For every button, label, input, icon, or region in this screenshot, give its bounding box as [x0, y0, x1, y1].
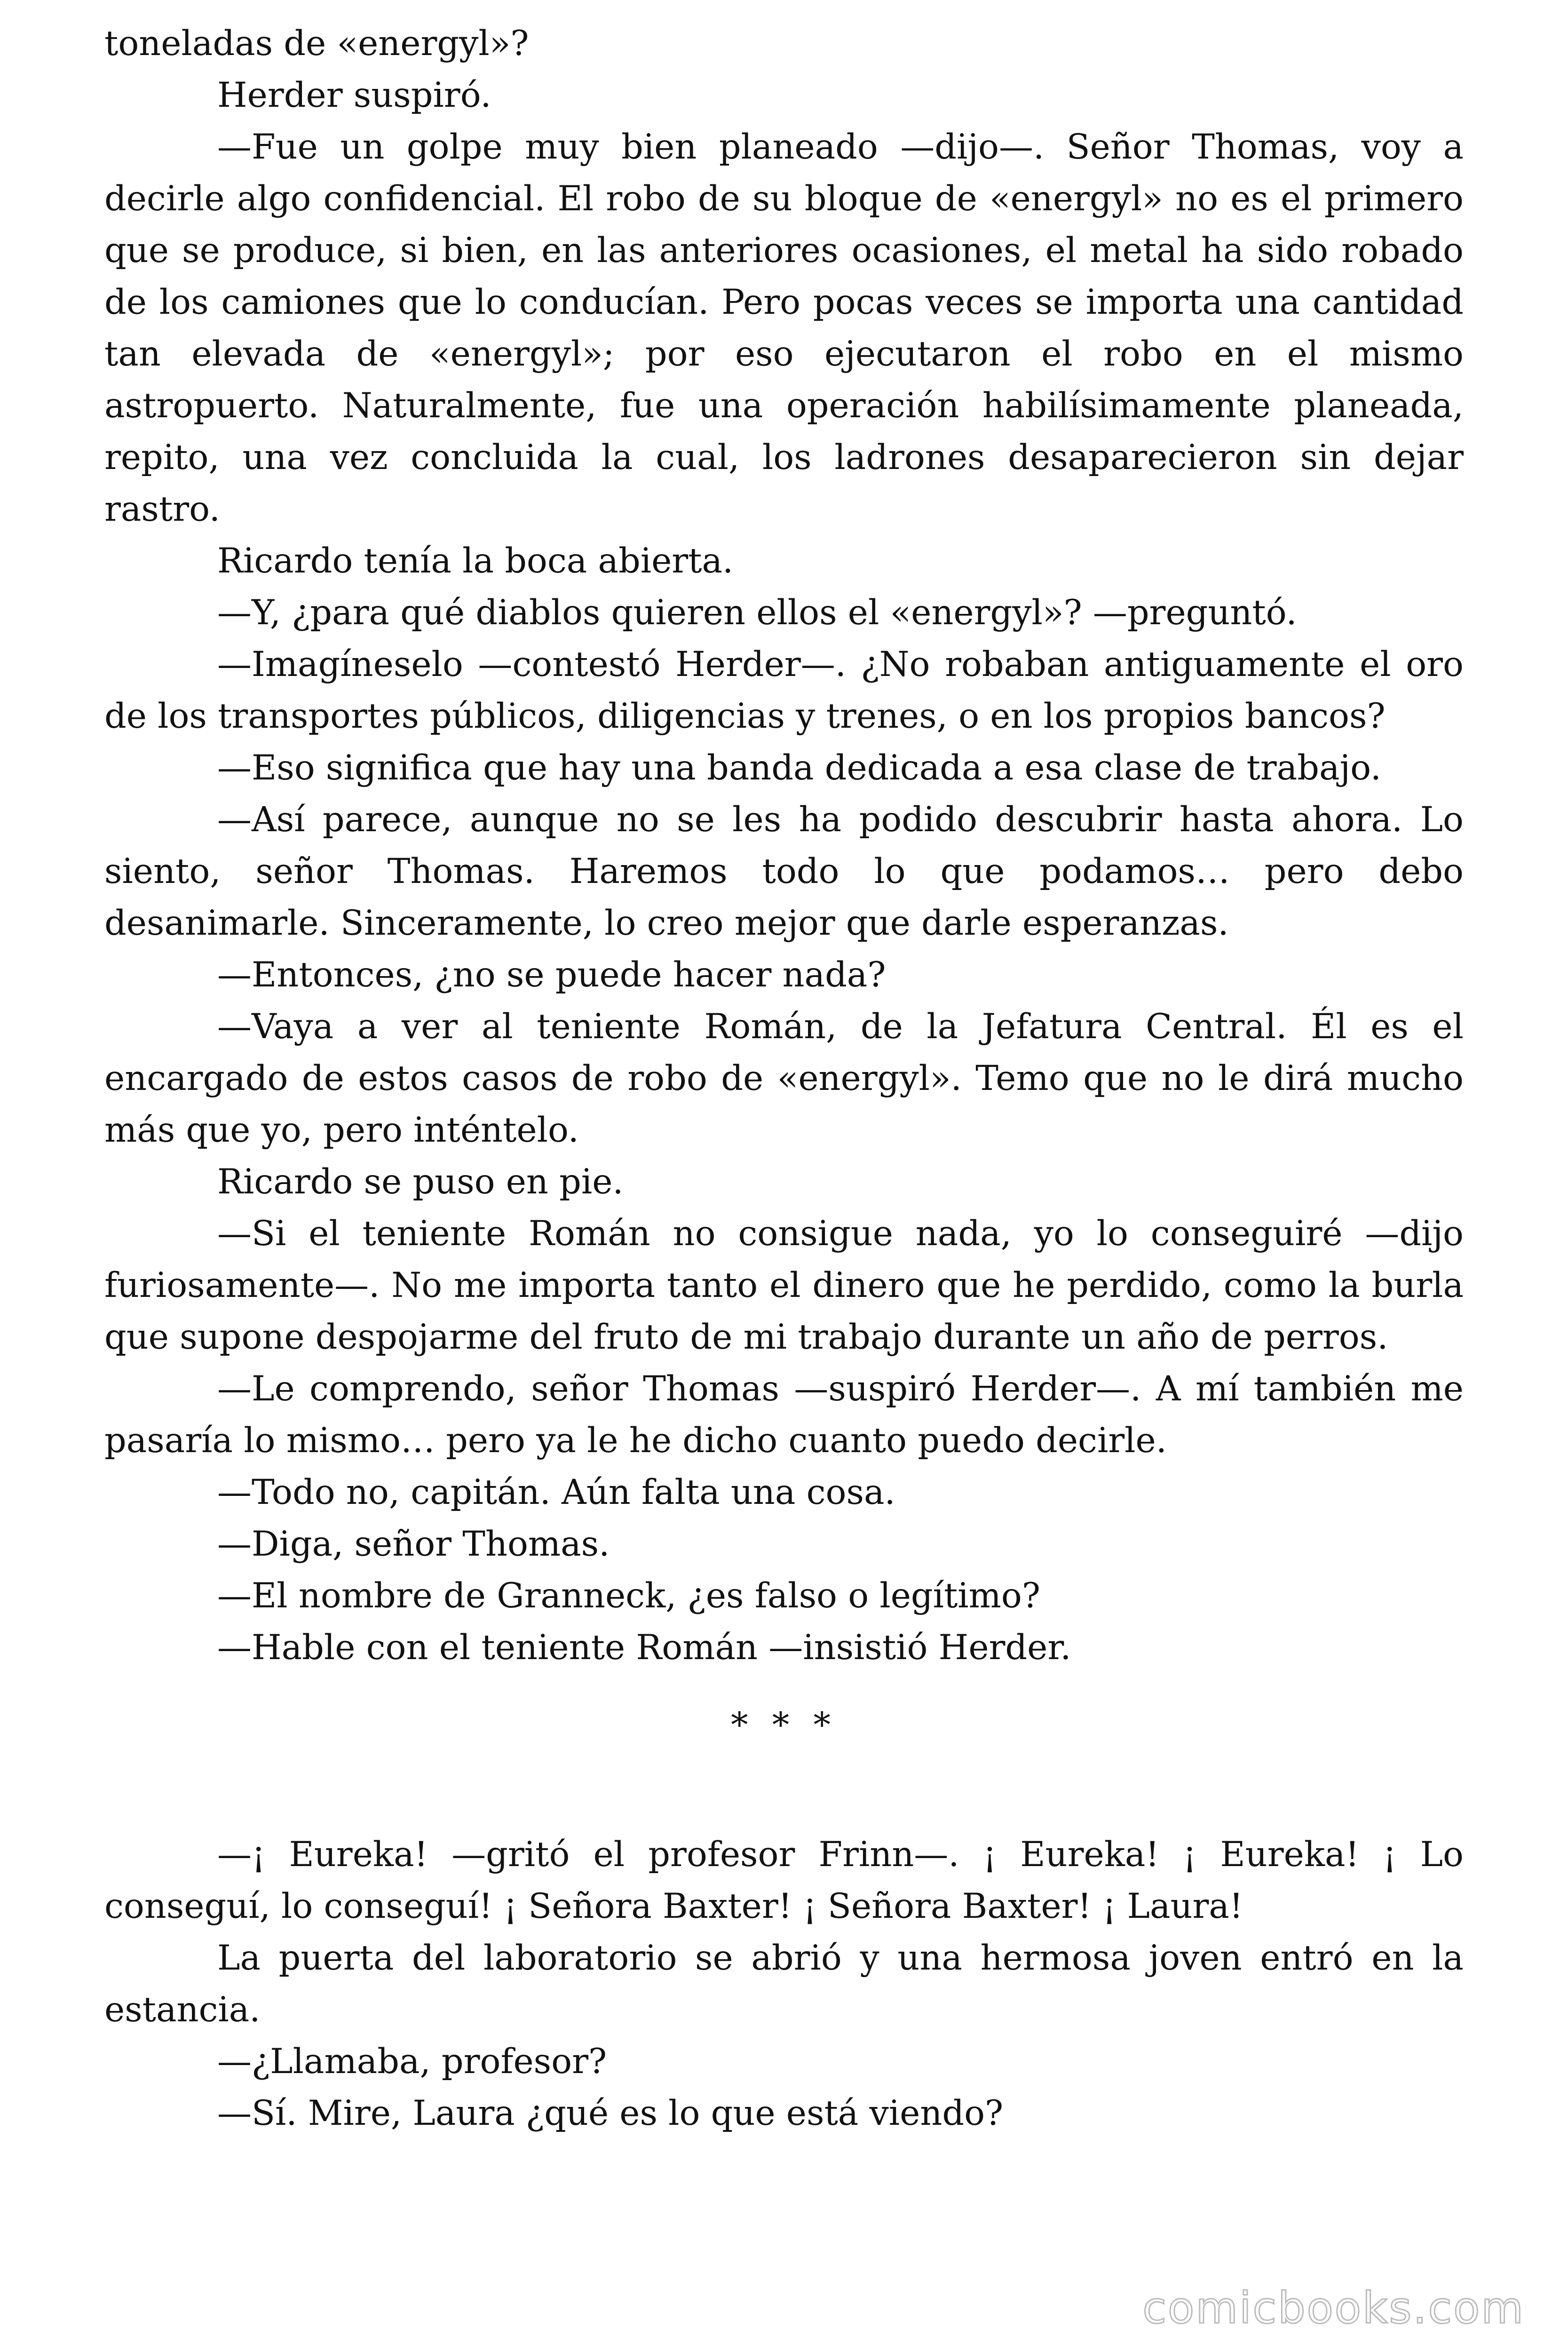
paragraph-10: —Vaya a ver al teniente Román, de la Jefatura Central. Él es el encargado de estos casos de robo de «energyl». Temo que no le dirá mucho más que yo, pero inténtelo.: [104, 1007, 1464, 1150]
paragraph-14: —Todo no, capitán. Aún falta una cosa.: [217, 1472, 895, 1512]
paragraph-1: toneladas de «energyl»?: [104, 24, 529, 64]
paragraph-2: Herder suspiró.: [217, 75, 491, 115]
paragraph-19: La puerta del laboratorio se abrió y una hermosa joven entró en la estancia.: [104, 1938, 1464, 2030]
paragraph-8: —Así parece, aunque no se les ha podido descubrir hasta ahora. Lo siento, señor Thomas. Haremos todo lo que podamos… pero debo desanimarle. Sinceramente, lo creo mejor que darle esperanzas.: [104, 800, 1464, 943]
paragraph-18: —¡ Eureka! —gritó el profesor Frinn—. ¡ Eureka! ¡ Eureka! ¡ Lo conseguí, lo conseguí! ¡ Señora Baxter! ¡ Señora Baxter! ¡ Laura!: [104, 1835, 1464, 1926]
paragraph-11: Ricardo se puso en pie.: [217, 1162, 624, 1202]
paragraph-4: Ricardo tenía la boca abierta.: [217, 541, 734, 581]
paragraph-13: —Le comprendo, señor Thomas —suspiró Herder—. A mí también me pasaría lo mismo… pero ya le he dicho cuanto puedo decirle.: [104, 1369, 1464, 1461]
paragraph-12: —Si el teniente Román no consigue nada, yo lo conseguiré —dijo furiosamente—. No me importa tanto el dinero que he perdido, como la burla que supone despojarme del fruto de mi trabajo durante un año de perros.: [104, 1214, 1464, 1357]
paragraph-20: —¿Llamaba, profesor?: [217, 2042, 607, 2082]
paragraph-21: —Sí. Mire, Laura ¿qué es lo que está viendo?: [217, 2093, 1004, 2133]
scene-separator: * * *: [731, 1705, 837, 1745]
paragraph-9: —Entonces, ¿no se puede hacer nada?: [217, 955, 886, 995]
page-text: [104, 18, 1464, 2139]
watermark: comicbooks.com: [1142, 2283, 1525, 2333]
paragraph-16: —El nombre de Granneck, ¿es falso o legítimo?: [217, 1576, 1040, 1616]
paragraph-15: —Diga, señor Thomas.: [217, 1524, 610, 1564]
paragraph-17: —Hable con el teniente Román —insistió Herder.: [217, 1628, 1071, 1668]
paragraph-5: —Y, ¿para qué diablos quieren ellos el «energyl»? —preguntó.: [217, 593, 1297, 633]
paragraph-7: —Eso significa que hay una banda dedicada a esa clase de trabajo.: [217, 748, 1381, 788]
paragraph-3: —Fue un golpe muy bien planeado —dijo—. Señor Thomas, voy a decirle algo confidencial. El robo de su bloque de «energyl» no es el primero que se produce, si bien, en las anteriores ocasiones, el metal ha sido robado de los camiones que lo conducían. Pero pocas veces se importa una cantidad tan elevada de «energyl»; por eso ejecutaron el robo en el mismo astropuerto. Naturalmente, fue una operación habilísimamente planeada, repito, una vez concluida la cual, los ladrones desaparecieron sin dejar rastro.: [104, 127, 1464, 529]
paragraph-6: —Imagíneselo —contestó Herder—. ¿No robaban antiguamente el oro de los transportes públicos, diligencias y trenes, o en los propios bancos?: [104, 644, 1464, 736]
